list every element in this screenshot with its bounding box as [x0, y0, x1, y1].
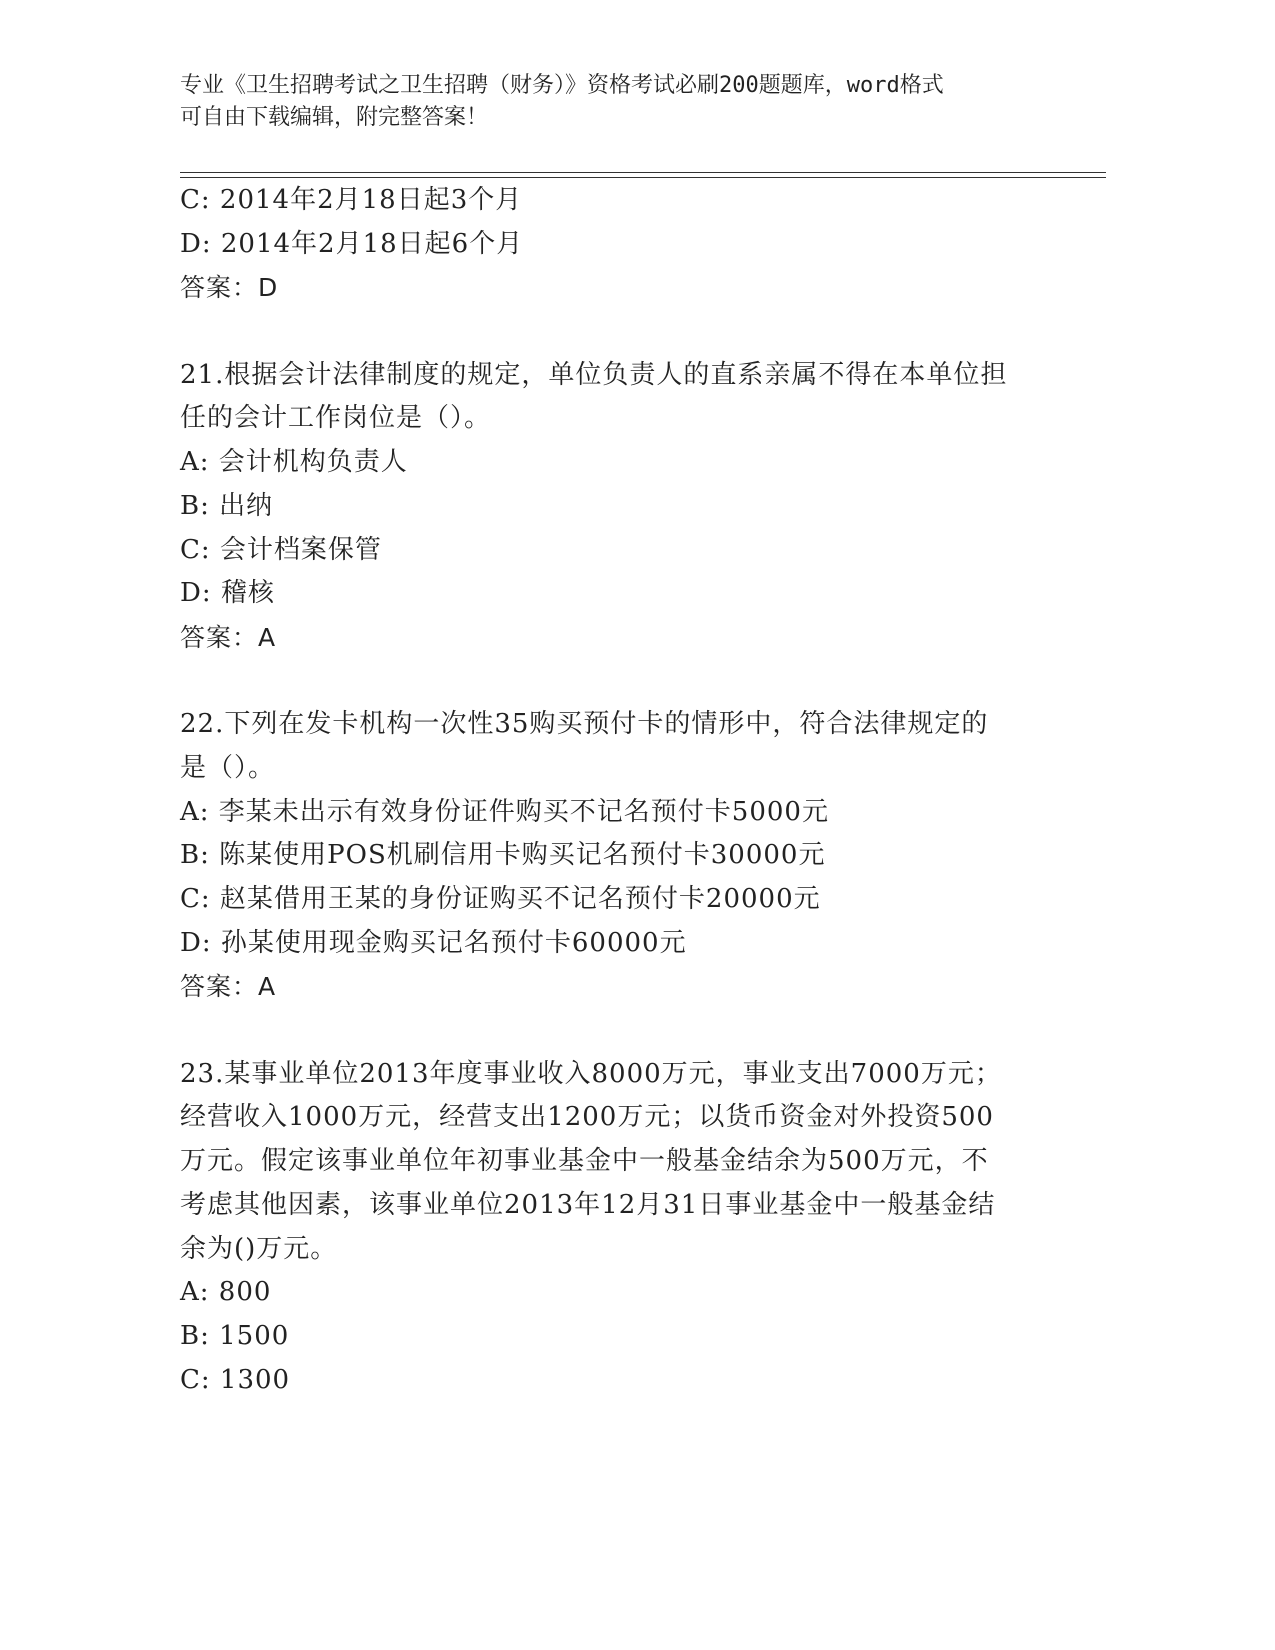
question-stem: 余为()万元。 [180, 1233, 338, 1264]
option-c: C: 1300 [180, 1364, 291, 1395]
option-b: B: 陈某使用POS机刷信用卡购买记名预付卡30000元 [180, 840, 826, 871]
question-content [180, 179, 1040, 1402]
answer-label: 答案：A [180, 972, 277, 1002]
option-d: D: 2014年2月18日起6个月 [180, 228, 524, 259]
option-d: D: 孙某使用现金购买记名预付卡60000元 [180, 927, 687, 958]
option-c: C: 2014年2月18日起3个月 [180, 185, 523, 215]
question-stem: 经营收入1000万元，经营支出1200万元；以货币资金对外投资500 [180, 1102, 994, 1133]
header-title-line-2: 可自由下载编辑，附完整答案！ [180, 105, 489, 130]
prev-question-block [180, 179, 1040, 310]
question-22 [180, 703, 1040, 1009]
question-stem: 是（）。 [180, 752, 276, 783]
question-stem: 考虑其他因素，该事业单位2013年12月31日事业基金中一般基金结 [180, 1189, 996, 1220]
spacer [180, 310, 1040, 354]
page-header [180, 70, 1080, 134]
option-d: D: 稽核 [180, 578, 275, 609]
option-a: A: 800 [180, 1277, 272, 1308]
question-21 [180, 354, 1040, 660]
question-stem: 任的会计工作岗位是（）。 [180, 403, 492, 434]
header-title-line-1: 专业《卫生招聘考试之卫生招聘（财务）》资格考试必刷200题题库，word格式 [180, 73, 944, 98]
question-23 [180, 1053, 1040, 1403]
option-c: C: 赵某借用王某的身份证购买不记名预付卡20000元 [180, 884, 821, 914]
question-stem: 23.某事业单位2013年度事业收入8000万元，事业支出7000万元； [180, 1058, 1002, 1089]
option-c: C: 会计档案保管 [180, 534, 382, 565]
header-divider [180, 172, 1106, 178]
option-a: A: 会计机构负责人 [180, 447, 408, 478]
question-stem: 22.下列在发卡机构一次性35购买预付卡的情形中，符合法律规定的 [180, 709, 989, 740]
spacer [180, 660, 1040, 704]
option-b: B: 出纳 [180, 490, 274, 521]
spacer [180, 1009, 1040, 1053]
question-stem: 21.根据会计法律制度的规定，单位负责人的直系亲属不得在本单位担 [180, 359, 1008, 390]
option-b: B: 1500 [180, 1320, 290, 1351]
question-stem: 万元。假定该事业单位年初事业基金中一般基金结余为500万元，不 [180, 1146, 989, 1177]
answer-label: 答案：A [180, 622, 277, 652]
option-a: A: 李某未出示有效身份证件购买不记名预付卡5000元 [180, 796, 829, 827]
answer-label: 答案：D [180, 273, 279, 303]
